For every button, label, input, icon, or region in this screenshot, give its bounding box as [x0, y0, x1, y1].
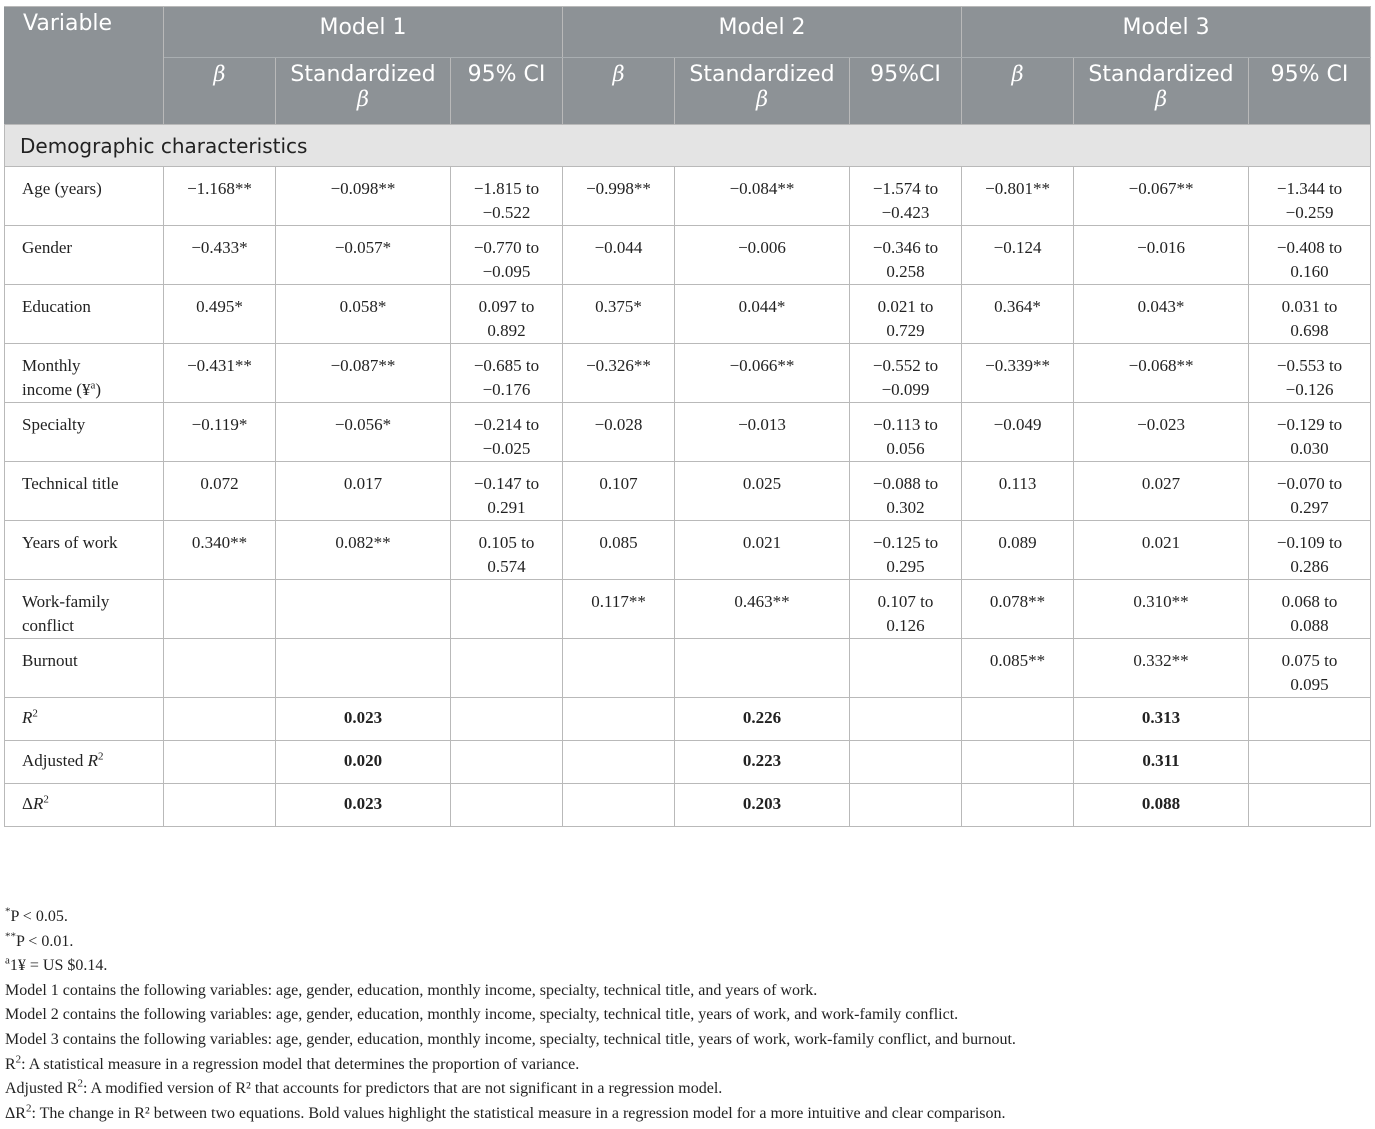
footnote-text: : The change in R² between two equations. Bold values highlight the statistical measure in a regression model for a more intuitive and clear comparison.: [31, 1104, 1006, 1122]
ci-upper: 0.126: [886, 616, 925, 635]
row-label: [5, 462, 164, 521]
header-beta: β: [962, 58, 1074, 125]
ci-lower: 0.021 to: [877, 297, 934, 316]
cell-beta: −0.044: [563, 226, 675, 285]
row-label-line1: Monthly: [22, 356, 81, 375]
cell-standardized-beta: −0.016: [1074, 226, 1249, 285]
cell-standardized-beta: −0.023: [1074, 403, 1249, 462]
cell-beta: 0.107: [563, 462, 675, 521]
cell-beta: 0.085: [563, 521, 675, 580]
footnote-term: R: [5, 1055, 16, 1073]
ci-upper: 0.698: [1290, 321, 1329, 340]
ci-lower: −1.815 to: [473, 179, 540, 198]
summary-value: 0.023: [276, 784, 451, 827]
cell-standardized-beta: 0.021: [1074, 521, 1249, 580]
ci-lower: −0.408 to: [1276, 238, 1343, 257]
cell-ci: [1249, 226, 1371, 285]
ci-lower: −0.109 to: [1276, 533, 1343, 552]
footnote-text: : A modified version of R² that accounts for predictors that are not significant in a regression model.: [82, 1080, 723, 1098]
ci-lower: −0.214 to: [473, 415, 540, 434]
summary-prefix: Δ: [22, 794, 33, 813]
summary-value: 0.203: [675, 784, 850, 827]
cell-beta: 0.117**: [563, 580, 675, 639]
summary-empty: [1249, 784, 1371, 827]
table-row: [5, 403, 1371, 462]
ci-upper: −0.522: [482, 203, 531, 222]
cell-beta: −0.124: [962, 226, 1074, 285]
summary-var: R: [87, 751, 99, 770]
cell-standardized-beta: −0.098**: [276, 167, 451, 226]
footnote-text: P < 0.05.: [10, 908, 68, 925]
footnote-term: ΔR: [5, 1104, 26, 1122]
summary-label: [5, 741, 164, 784]
cell-ci: [1249, 639, 1371, 698]
header-ci: 95%CI: [850, 58, 962, 125]
cell-standardized-beta: −0.068**: [1074, 344, 1249, 403]
ci-lower: 0.107 to: [877, 592, 934, 611]
cell-standardized-beta: 0.021: [675, 521, 850, 580]
summary-empty: [164, 784, 276, 827]
ci-upper: 0.095: [1290, 675, 1329, 694]
ci-lower: −0.088 to: [872, 474, 939, 493]
ci-lower: 0.068 to: [1281, 592, 1338, 611]
summary-value: 0.226: [675, 698, 850, 741]
row-label-line1: Years of work: [22, 533, 118, 552]
table-row: [5, 580, 1371, 639]
ci-upper: 0.297: [1290, 498, 1329, 517]
cell-standardized-beta: 0.463**: [675, 580, 850, 639]
summary-var: R: [32, 794, 44, 813]
cell-beta: 0.089: [962, 521, 1074, 580]
ci-lower: 0.105 to: [478, 533, 535, 552]
summary-empty: [164, 698, 276, 741]
summary-empty: [1249, 698, 1371, 741]
cell-standardized-beta: 0.044*: [675, 285, 850, 344]
row-label-line2: income (¥: [22, 380, 91, 399]
ci-upper: −0.423: [881, 203, 930, 222]
header-beta: β: [563, 58, 675, 125]
ci-upper: −0.099: [881, 380, 930, 399]
cell-ci: [451, 462, 563, 521]
cell-ci: [1249, 462, 1371, 521]
ci-lower: −0.346 to: [872, 238, 939, 257]
row-label: [5, 639, 164, 698]
summary-value: 0.023: [276, 698, 451, 741]
row-label-line1: Technical title: [22, 474, 119, 493]
table-row: [5, 226, 1371, 285]
header-ci: 95% CI: [451, 58, 563, 125]
row-label: [5, 344, 164, 403]
row-label: [5, 285, 164, 344]
summary-value: 0.313: [1074, 698, 1249, 741]
footnote-term: Adjusted R: [5, 1080, 78, 1098]
cell-ci: [850, 403, 962, 462]
ci-lower: 0.031 to: [1281, 297, 1338, 316]
footnote-text: Model 1 contains the following variables: age, gender, education, monthly income, specialty, technical title, and years of work.: [5, 981, 818, 999]
footnote: [5, 954, 1016, 979]
ci-upper: 0.030: [1290, 439, 1329, 458]
summary-empty: [164, 741, 276, 784]
ci-lower: −0.070 to: [1276, 474, 1343, 493]
header-model-3: Model 3: [962, 7, 1371, 58]
ci-lower: 0.075 to: [1281, 651, 1338, 670]
cell-ci: [1249, 285, 1371, 344]
cell-standardized-beta: 0.058*: [276, 285, 451, 344]
cell-beta: −0.326**: [563, 344, 675, 403]
summary-var: R: [22, 708, 33, 727]
ci-lower: −1.344 to: [1276, 179, 1343, 198]
cell-beta: 0.072: [164, 462, 276, 521]
ci-lower: −0.770 to: [473, 238, 540, 257]
ci-lower: −0.129 to: [1276, 415, 1343, 434]
summary-empty: [563, 698, 675, 741]
cell-beta: −0.049: [962, 403, 1074, 462]
cell-beta: 0.113: [962, 462, 1074, 521]
summary-empty: [451, 698, 563, 741]
cell-standardized-beta: −0.057*: [276, 226, 451, 285]
row-label-sup: a: [90, 379, 96, 392]
ci-upper: 0.302: [886, 498, 925, 517]
row-label-line1: Education: [22, 297, 91, 316]
ci-lower: −0.552 to: [872, 356, 939, 375]
cell-beta: [164, 580, 276, 639]
cell-beta: −0.339**: [962, 344, 1074, 403]
ci-upper: −0.095: [482, 262, 531, 281]
table-row: [5, 344, 1371, 403]
summary-empty: [563, 741, 675, 784]
cell-standardized-beta: −0.006: [675, 226, 850, 285]
cell-beta: [563, 639, 675, 698]
footnote: [5, 930, 1016, 955]
header-variable: Variable: [5, 7, 164, 125]
footnote-text: P < 0.01.: [16, 932, 74, 950]
row-label-line1: Work-family: [22, 592, 110, 611]
cell-beta: −1.168**: [164, 167, 276, 226]
row-label-line1: Age (years): [22, 179, 102, 198]
ci-lower: −0.553 to: [1276, 356, 1343, 375]
cell-beta: −0.119*: [164, 403, 276, 462]
ci-upper: 0.056: [886, 439, 925, 458]
cell-ci: [850, 226, 962, 285]
row-label-line1: Burnout: [22, 651, 78, 670]
cell-beta: −0.801**: [962, 167, 1074, 226]
cell-standardized-beta: 0.043*: [1074, 285, 1249, 344]
ci-upper: 0.160: [1290, 262, 1329, 281]
footnote: [5, 1053, 1016, 1078]
cell-beta: −0.028: [563, 403, 675, 462]
ci-lower: −0.125 to: [872, 533, 939, 552]
cell-standardized-beta: 0.310**: [1074, 580, 1249, 639]
header-standardized-beta: Standardized β: [276, 58, 451, 125]
cell-ci: [850, 285, 962, 344]
header-standardized-beta: Standardized β: [1074, 58, 1249, 125]
ci-lower: −1.574 to: [872, 179, 939, 198]
ci-lower: −0.113 to: [873, 415, 938, 434]
cell-ci: [850, 639, 962, 698]
footnote: [5, 905, 1016, 930]
ci-upper: −0.126: [1285, 380, 1334, 399]
footnote-text: : A statistical measure in a regression model that determines the proportion of variance.: [21, 1055, 580, 1073]
cell-ci: [451, 403, 563, 462]
cell-standardized-beta: −0.067**: [1074, 167, 1249, 226]
row-label: [5, 521, 164, 580]
cell-ci: [451, 167, 563, 226]
cell-ci: [1249, 580, 1371, 639]
ci-lower: −0.685 to: [473, 356, 540, 375]
cell-standardized-beta: 0.025: [675, 462, 850, 521]
header-model-1: Model 1: [164, 7, 563, 58]
cell-beta: −0.433*: [164, 226, 276, 285]
ci-upper: 0.295: [886, 557, 925, 576]
summary-prefix: Adjusted: [22, 751, 88, 770]
cell-beta: 0.085**: [962, 639, 1074, 698]
cell-ci: [850, 580, 962, 639]
table-row: [5, 167, 1371, 226]
footnote-marker: **: [5, 930, 16, 943]
summary-sup: 2: [43, 793, 49, 806]
header-standardized-beta: Standardized β: [675, 58, 850, 125]
summary-empty: [451, 741, 563, 784]
cell-beta: 0.495*: [164, 285, 276, 344]
summary-sup: 2: [98, 750, 104, 763]
ci-upper: −0.025: [482, 439, 531, 458]
ci-upper: 0.291: [487, 498, 526, 517]
footnote-term-sup: 2: [77, 1077, 83, 1090]
footnote-text: Model 3 contains the following variables: age, gender, education, monthly income, specialty, technical title, years of work, work-family conflict, and burnout.: [5, 1030, 1016, 1048]
summary-row: [5, 784, 1371, 827]
row-label-line1: Gender: [22, 238, 73, 257]
cell-beta: −0.431**: [164, 344, 276, 403]
footnote-term-sup: 2: [25, 1102, 32, 1115]
cell-beta: 0.340**: [164, 521, 276, 580]
row-label-line1: Specialty: [22, 415, 86, 434]
cell-ci: [1249, 344, 1371, 403]
header-beta: β: [164, 58, 276, 125]
header-ci: 95% CI: [1249, 58, 1371, 125]
summary-empty: [962, 698, 1074, 741]
ci-upper: 0.574: [487, 557, 526, 576]
row-label: [5, 580, 164, 639]
cell-standardized-beta: −0.084**: [675, 167, 850, 226]
footnote: [5, 1003, 1016, 1028]
ci-upper: 0.286: [1290, 557, 1329, 576]
cell-ci: [451, 344, 563, 403]
row-label-suffix: ): [95, 380, 102, 399]
summary-value: 0.088: [1074, 784, 1249, 827]
cell-standardized-beta: [276, 639, 451, 698]
table-row: [5, 462, 1371, 521]
summary-label: [5, 698, 164, 741]
cell-ci: [1249, 403, 1371, 462]
summary-empty: [451, 784, 563, 827]
ci-upper: 0.892: [487, 321, 526, 340]
ci-upper: −0.259: [1285, 203, 1334, 222]
cell-ci: [451, 285, 563, 344]
summary-label: [5, 784, 164, 827]
cell-beta: [164, 639, 276, 698]
summary-empty: [962, 784, 1074, 827]
ci-upper: 0.729: [886, 321, 925, 340]
footnote-text: Model 2 contains the following variables: age, gender, education, monthly income, specialty, technical title, years of work, and work-family conflict.: [5, 1006, 959, 1024]
summary-empty: [850, 741, 962, 784]
footnote-marker: a: [5, 954, 10, 967]
summary-row: [5, 698, 1371, 741]
summary-empty: [850, 698, 962, 741]
ci-lower: 0.097 to: [478, 297, 535, 316]
ci-upper: −0.176: [482, 380, 531, 399]
summary-empty: [850, 784, 962, 827]
cell-standardized-beta: 0.332**: [1074, 639, 1249, 698]
cell-ci: [850, 167, 962, 226]
footnote: [5, 1077, 1016, 1102]
ci-upper: 0.088: [1290, 616, 1329, 635]
cell-ci: [1249, 521, 1371, 580]
summary-sup: 2: [32, 707, 38, 720]
cell-beta: −0.998**: [563, 167, 675, 226]
summary-value: 0.311: [1074, 741, 1249, 784]
footnote-marker: *: [5, 905, 11, 918]
footnote: [5, 1102, 1016, 1127]
row-label: [5, 403, 164, 462]
regression-table: [4, 6, 1371, 827]
row-label-line2: conflict: [22, 616, 74, 635]
cell-beta: 0.364*: [962, 285, 1074, 344]
cell-standardized-beta: 0.027: [1074, 462, 1249, 521]
summary-empty: [1249, 741, 1371, 784]
cell-beta: 0.078**: [962, 580, 1074, 639]
cell-ci: [451, 226, 563, 285]
table-row: [5, 521, 1371, 580]
cell-standardized-beta: [276, 580, 451, 639]
cell-standardized-beta: [675, 639, 850, 698]
table-row: [5, 285, 1371, 344]
cell-standardized-beta: −0.087**: [276, 344, 451, 403]
footnote: [5, 1028, 1016, 1053]
table-row: [5, 639, 1371, 698]
summary-value: 0.223: [675, 741, 850, 784]
section-demographic-characteristics: Demographic characteristics: [5, 125, 1371, 167]
cell-standardized-beta: −0.066**: [675, 344, 850, 403]
row-label: [5, 167, 164, 226]
footnote-text: 1¥ = US $0.14.: [9, 957, 108, 975]
cell-ci: [850, 521, 962, 580]
summary-row: [5, 741, 1371, 784]
cell-ci: [1249, 167, 1371, 226]
ci-lower: −0.147 to: [473, 474, 540, 493]
cell-standardized-beta: −0.013: [675, 403, 850, 462]
footnote-term-sup: 2: [15, 1053, 22, 1066]
row-label: [5, 226, 164, 285]
cell-ci: [451, 580, 563, 639]
table-footnotes: [5, 905, 1016, 1126]
cell-beta: 0.375*: [563, 285, 675, 344]
summary-empty: [563, 784, 675, 827]
cell-standardized-beta: 0.082**: [276, 521, 451, 580]
summary-empty: [962, 741, 1074, 784]
ci-upper: 0.258: [886, 262, 925, 281]
cell-standardized-beta: −0.056*: [276, 403, 451, 462]
cell-ci: [850, 462, 962, 521]
summary-value: 0.020: [276, 741, 451, 784]
cell-ci: [451, 521, 563, 580]
cell-standardized-beta: 0.017: [276, 462, 451, 521]
cell-ci: [850, 344, 962, 403]
header-model-2: Model 2: [563, 7, 962, 58]
cell-ci: [451, 639, 563, 698]
footnote: [5, 979, 1016, 1004]
